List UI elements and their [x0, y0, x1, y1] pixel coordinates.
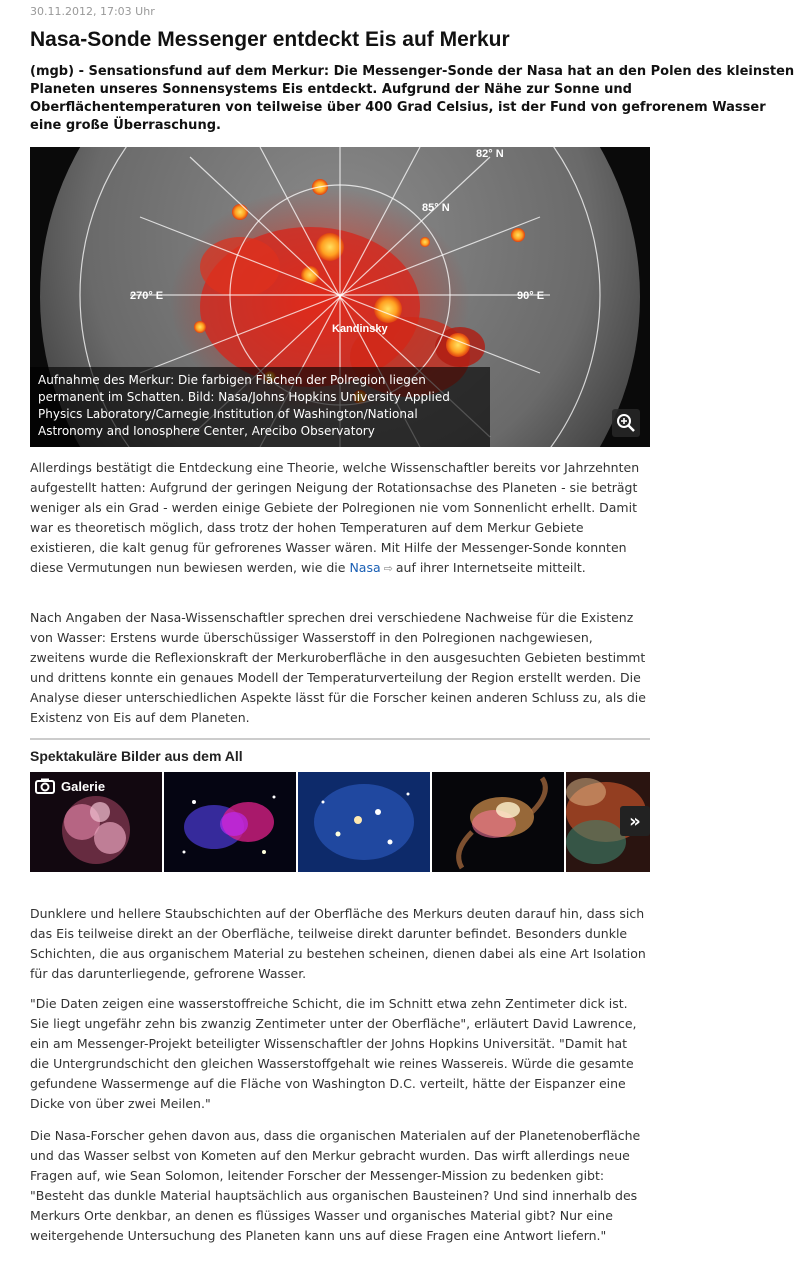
zoom-button[interactable] — [612, 409, 640, 437]
paragraph-1 — [30, 458, 650, 579]
mercury-image[interactable] — [30, 147, 650, 447]
article-title: Nasa-Sonde Messenger entdeckt Eis auf Merkur — [30, 28, 510, 51]
label-270e: 270° E — [130, 290, 164, 302]
paragraph-1-text: Allerdings bestätigt die Entdeckung eine Theorie, welche Wissenschaftler bereits vor Jahrzehnten aufgestellt hatten: Aufgrund der geringen Neigung der Rotationsachse des Planeten - sie beträgt weniger als ein Grad - werden einige Gebiete der Polregionen nie vom Sonnenlicht erhellt. Damit war es theoretisch möglich, dass trotz der hohen Temperaturen auf dem Merkur Gebiete existieren, die kalt genug für gefrorenes Wasser wären. Mit Hilfe der Messenger-Sonde konnten diese Vermutungen nun bewiesen werden, wie die — [30, 460, 640, 575]
gallery-next-button[interactable]: » — [620, 806, 650, 836]
paragraph-3: Dunklere und hellere Staubschichten auf der Oberfläche des Merkurs deuten darauf hin, dass sich das Eis teilweise direkt an der Oberfläche, teilweise direkt darunter befindet. Besonders dunkle Schichten, die aus organischem Material zu bestehen scheinen, dienen dabei als eine Art Isolation für das darunterliegende, gefrorene Wasser. — [30, 906, 646, 981]
label-82n: 82° N — [476, 148, 504, 160]
article-date: 30.11.2012, 17:03 Uhr — [30, 5, 155, 18]
gallery-thumb-2[interactable] — [164, 772, 296, 872]
label-kandinsky: Kandinsky — [332, 323, 388, 335]
paragraph-5: Die Nasa-Forscher gehen davon aus, dass die organischen Materialen auf der Planetenoberfläche und das Wasser selbst von Kometen auf den Merkur gebracht wurden. Das wirft allerdings neue Fragen auf, wie Sean Solomon, leitender Forscher der Messenger-Mission zu bedenken gibt: "Besteht das dunkle Material hauptsächlich aus organischen Bausteinen? Und sind innerhalb des Merkurs Orte denkbar, an denen es flüssiges Wasser und organisches Material gibt? Nur eine weitergehende Untersuchung des Planeten kann uns auf diese Fragen eine Antwort liefern." — [30, 1128, 641, 1243]
external-link-icon: ⇨ — [383, 562, 393, 575]
image-gallery[interactable] — [30, 772, 650, 872]
camera-icon — [35, 778, 55, 794]
gallery-label — [35, 778, 105, 794]
gallery-thumb-4[interactable] — [432, 772, 564, 872]
label-90e: 90° E — [517, 290, 545, 302]
gallery-thumb-1[interactable] — [30, 772, 162, 872]
nasa-link[interactable]: Nasa — [349, 560, 381, 575]
gallery-thumb-3[interactable] — [298, 772, 430, 872]
zoom-icon — [612, 409, 640, 437]
article-lead: (mgb) - Sensationsfund auf dem Merkur: Die Messenger-Sonde der Nasa hat an den Polen des kleinsten Planeten unseres Sonnensystems Eis entdeckt. Aufgrund der Nähe zur Sonne und Oberflächentemperaturen von teilweise über 400 Grad Celsius, ist der Fund von gefrorenem Wasser eine große Überraschung. — [30, 64, 795, 133]
bullet-cluster-thumbnail — [164, 772, 296, 872]
gallery-label-text: Galerie — [61, 778, 106, 794]
gallery-title: Spektakuläre Bilder aus dem All — [30, 748, 243, 764]
paragraph-1-text-end: auf ihrer Internetseite mitteilt. — [395, 560, 586, 575]
label-85n: 85° N — [422, 202, 450, 214]
galaxy-cluster-thumbnail — [298, 772, 430, 872]
paragraph-4: "Die Daten zeigen eine wasserstoffreiche Schicht, die im Schnitt etwa zehn Zentimeter dick ist. Sie liegt ungefähr zehn bis zwanzig Zentimeter unter der Oberfläche", erläutert David Lawrence, ein am Messenger-Projekt beteiligter Wissenschaftler der Johns Hopkins Universität. "Damit hat die Untergrundschicht den gleichen Wasserstoffgehalt wie reines Wassereis. Würde die gesamte gefundene Wassermenge auf die Fläche von Washington D.C. verteilt, hätte der Eispanzer eine Dicke von über zwei Meilen." — [30, 996, 637, 1111]
antennae-galaxies-thumbnail — [432, 772, 564, 872]
image-caption: Aufnahme des Merkur: Die farbigen Flächen der Polregion liegen permanent im Schatten. Bild: Nasa/Johns Hopkins University Applied Physics Laboratory/Carnegie Institution of Washington/National Astronomy and Ionosphere Center, Arecibo Observatory — [30, 367, 490, 447]
section-divider — [30, 738, 650, 740]
paragraph-2: Nach Angaben der Nasa-Wissenschaftler sprechen drei verschiedene Nachweise für die Existenz von Wasser: Erstens wurde überschüssiger Wasserstoff in den Polregionen nachgewiesen, zweitens wurde die Reflexionskraft der Merkuroberfläche in den ausgesuchten Gebieten bestimmt und drittens konnte ein genaues Modell der Temperaturverteilung der Region erstellt werden. Die Analyse dieser unterschiedlichen Aspekte lässt für die Forscher keinen anderen Schluss zu, als die Existenz von Eis auf dem Planeten. — [30, 610, 646, 725]
